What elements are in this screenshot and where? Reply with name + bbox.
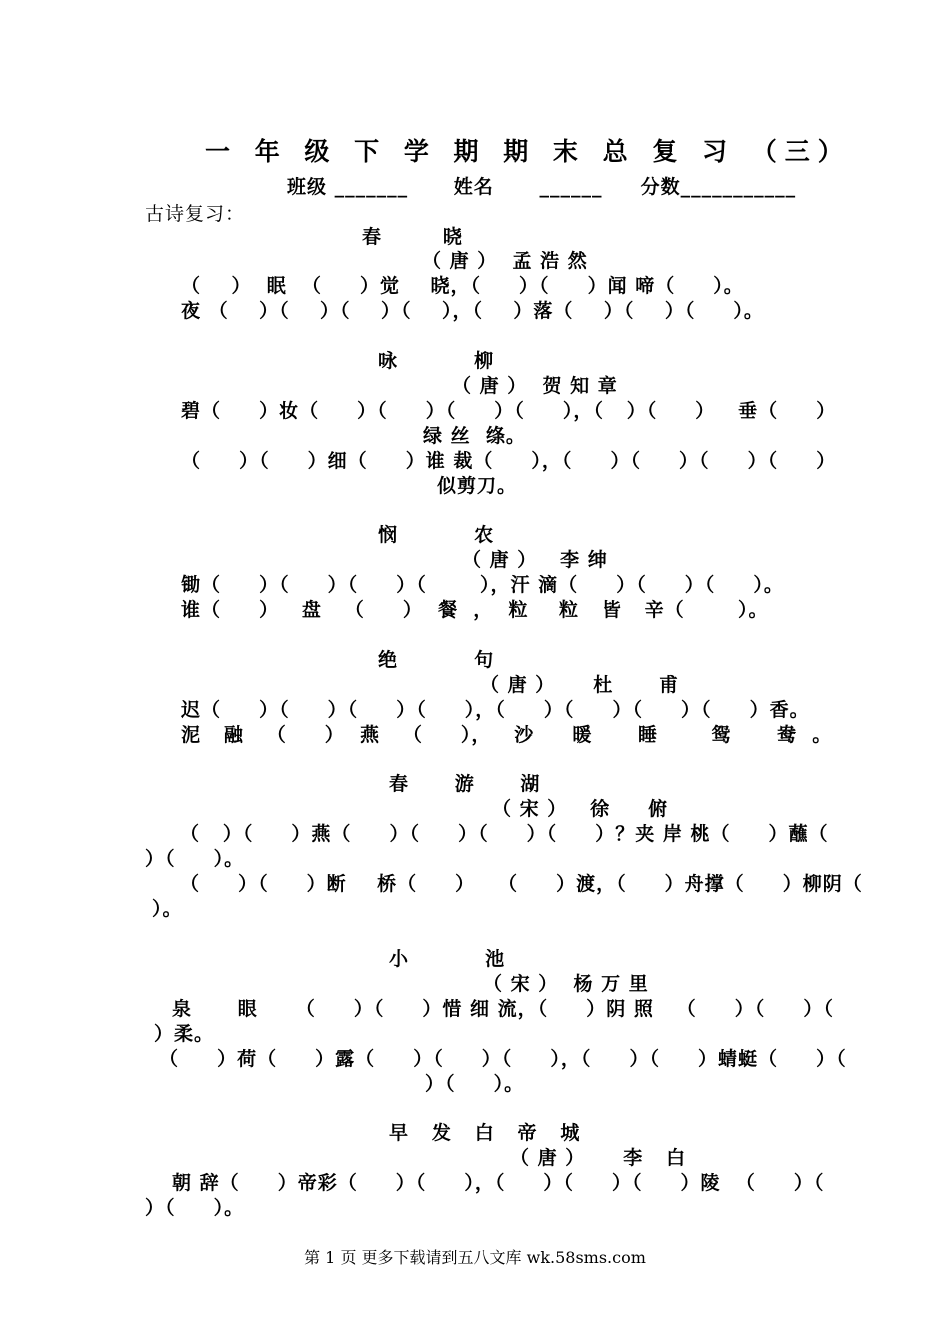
poem-line: ）（ ）。 bbox=[425, 1073, 525, 1095]
poem-author: （ 宋 ） 徐 俯 bbox=[492, 798, 669, 820]
poem-title: 早 发 白 帝 城 bbox=[389, 1122, 581, 1144]
poem-line: ）柔。 bbox=[154, 1023, 215, 1045]
poem-line: 似剪刀。 bbox=[437, 475, 518, 497]
poem-line: 朝 辞（ ）帝彩（ ）（ ），（ ）（ ）（ ）陵 （ ）（ bbox=[172, 1172, 825, 1194]
poem-title: 小 池 bbox=[389, 948, 506, 970]
poem-author: （ 唐 ） 李 白 bbox=[510, 1147, 687, 1169]
poem-author: （ 唐 ） 杜 甫 bbox=[480, 674, 679, 696]
page-footer: 第 1 页 更多下载请到五八文库 wk.58sms.com bbox=[304, 1248, 646, 1267]
poem-line: 泥 融 （ ） 燕 （ ）， 沙 暖 睡 鸳 鸯 。 bbox=[181, 724, 833, 746]
section-label: 古诗复习： bbox=[145, 203, 246, 225]
poem-author: （ 唐 ） 贺 知 章 bbox=[452, 375, 618, 397]
poem-line: 锄（ ）（ ）（ ）（ ），汗 滴（ ）（ ）（ ）。 bbox=[181, 574, 784, 596]
poem-line: （ ）（ ）细（ ）谁 裁（ ），（ ）（ ）（ ）（ ） bbox=[181, 450, 837, 472]
poem-line: 迟（ ）（ ）（ ）（ ），（ ）（ ）（ ）（ ）香。 bbox=[181, 699, 810, 721]
poem-line: 夜 （ ）（ ）（ ）（ ），（ ）落（ ）（ ）（ ）。 bbox=[181, 300, 764, 322]
poem-line: ）（ ）。 bbox=[145, 848, 245, 870]
poem-title: 悯 农 bbox=[378, 524, 495, 546]
document-title: 一 年 级 下 学 期 期 末 总 复 习 （三） bbox=[205, 137, 851, 166]
poem-line: （ ） 眠 （ ）觉 晓，（ ）（ ）闻 啼（ ）。 bbox=[181, 275, 744, 297]
poem-line: 绿 丝 绦。 bbox=[423, 425, 526, 447]
poem-title: 春 游 湖 bbox=[389, 773, 541, 795]
poem-line: 碧（ ）妆（ ）（ ）（ ）（ ），（ ）（ ） 垂（ ） bbox=[181, 400, 837, 422]
poem-title: 绝 句 bbox=[378, 649, 495, 671]
poem-line: （ ）（ ）断 桥（ ） （ ）渡，（ ）舟撑（ ）柳阴（ bbox=[180, 873, 863, 895]
poem-line: 泉 眼 （ ）（ ）惜 细 流，（ ）阴 照 （ ）（ ）（ bbox=[172, 998, 834, 1020]
student-info-line: 班级 _______ 姓名 ______ 分数___________ bbox=[287, 176, 797, 198]
poem-line: （ ）（ ）燕（ ）（ ）（ ）（ ）？夹 岸 桃（ ）蘸（ bbox=[180, 823, 829, 845]
poem-line: ）。 bbox=[152, 898, 183, 920]
poem-author: （ 宋 ） 杨 万 里 bbox=[483, 973, 649, 995]
poem-title: 咏 柳 bbox=[378, 350, 495, 372]
poem-author: （ 唐 ） 李 绅 bbox=[462, 549, 608, 571]
poem-line: （ ）荷（ ）露（ ）（ ）（ ），（ ）（ ）蜻蜓（ ）（ bbox=[159, 1048, 847, 1070]
poem-line: ）（ ）。 bbox=[145, 1197, 245, 1219]
poem-line: 谁（ ） 盘 （ ） 餐 ， 粒 粒 皆 辛（ ）。 bbox=[181, 599, 769, 621]
poem-author: （ 唐 ） 孟 浩 然 bbox=[422, 250, 588, 272]
poem-title: 春 晓 bbox=[362, 226, 463, 248]
